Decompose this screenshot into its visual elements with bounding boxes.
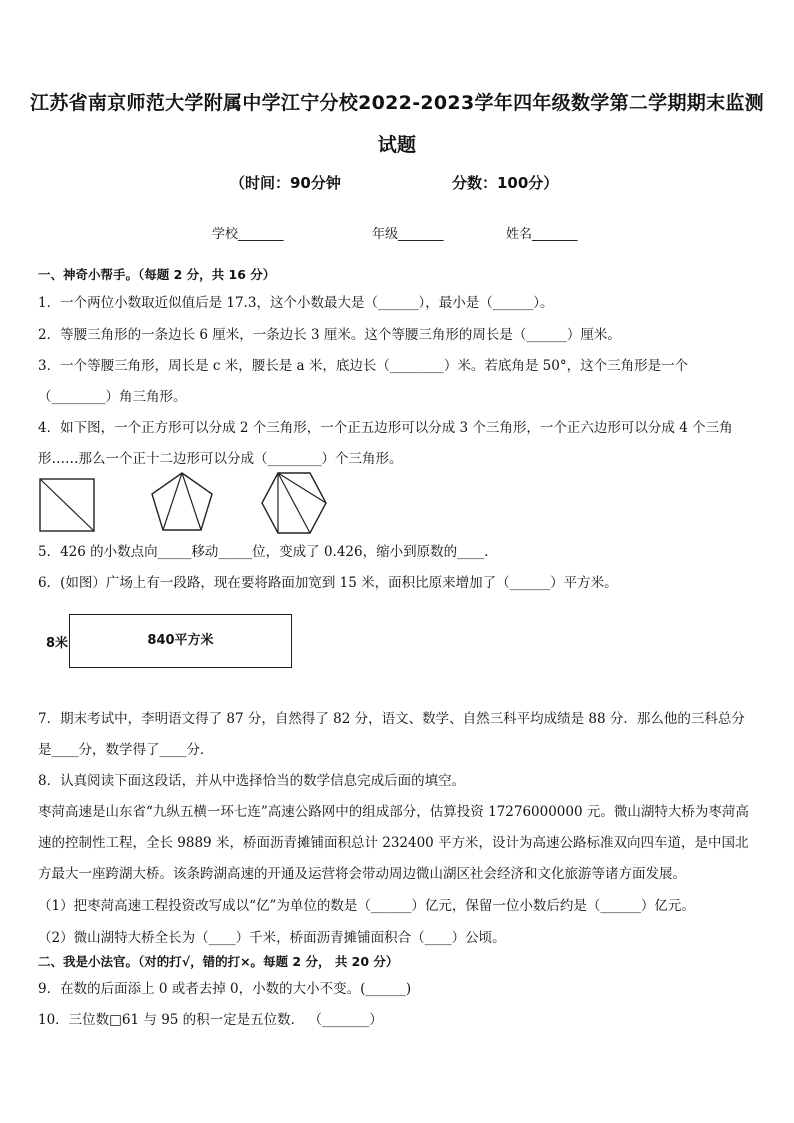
section2-heading: 二、我是小法官。（对的打√，错的打×。每题 2 分， 共 20 分） — [38, 954, 399, 969]
exam-score: 分数：100分） — [452, 174, 559, 192]
grade-field[interactable]: 年级_______ — [372, 227, 444, 242]
exam-meta — [0, 172, 794, 194]
pentagon-figure — [148, 470, 216, 534]
pentagon-diagonal-1 — [163, 473, 182, 530]
question-6: 6．(如图）广场上有一段路，现在要将路面加宽到 15 米，面积比原来增加了（______）平方米。 — [38, 575, 618, 591]
question-8-line3: 速的控制性工程，全长 9889 米，桥面沥青摊铺面积总计 232400 平方米，设计为高速公路标准双向四车道，是中国北 — [38, 835, 749, 851]
question-1: 1．一个两位小数取近似值后是 17.3，这个小数最大是（______），最小是（______）。 — [38, 295, 554, 311]
question-3-line2: （________）角三角形。 — [38, 389, 187, 405]
road-width-label: 8米 — [46, 636, 69, 651]
question-7-line1: 7．期末考试中，李明语文得了 87 分，自然得了 82 分，语文、数学、自然三科平均成绩是 88 分．那么他的三科总分 — [38, 711, 745, 727]
question-5: 5．426 的小数点向_____移动_____位，变成了 0.426，缩小到原数的____. — [38, 544, 489, 560]
question-9: 9．在数的后面添上 0 或者去掉 0，小数的大小不变。(______) — [38, 981, 412, 997]
document-title-line1: 江苏省南京师范大学附属中学江宁分校2022-2023学年四年级数学第二学期期末监测 — [30, 92, 764, 114]
square-diagonal — [40, 479, 94, 531]
question-2: 2．等腰三角形的一条边长 6 厘米，一条边长 3 厘米。这个等腰三角形的周长是（______）厘米。 — [38, 327, 621, 343]
question-8-line4: 方最大一座跨湖大桥。该条跨湖高速的开通及运营将会带动周边微山湖区社会经济和文化旅游等诸方面发展。 — [38, 866, 686, 882]
exam-time: （时间：90分钟 — [230, 174, 341, 192]
section1-heading: 一、神奇小帮手。（每题 2 分，共 16 分） — [38, 267, 276, 282]
road-rectangle — [69, 614, 292, 668]
pentagon-outline — [152, 473, 212, 530]
name-field[interactable]: 姓名_______ — [506, 227, 578, 242]
road-area-label: 840平方米 — [147, 633, 214, 648]
document-title-line2: 试题 — [377, 134, 417, 156]
square-figure — [38, 476, 98, 534]
question-7-line2: 是____分，数学得了____分． — [38, 742, 214, 758]
question-4-line1: 4．如下图，一个正方形可以分成 2 个三角形，一个正五边形可以分成 3 个三角形，一个正六边形可以分成 4 个三角 — [38, 420, 733, 436]
school-field[interactable]: 学校_______ — [212, 227, 284, 242]
question-8-line1: 8．认真阅读下面这段话，并从中选择恰当的数学信息完成后面的填空。 — [38, 773, 466, 789]
question-8-sub2: （2）微山湖特大桥全长为（____）千米，桥面沥青摊铺面积合（____）公顷。 — [38, 930, 506, 946]
hexagon-diagonal-2 — [278, 473, 310, 533]
question-3-line1: 3．一个等腰三角形，周长是 c 米，腰长是 a 米，底边长（________）米。若底角是 50°，这个三角形是一个 — [38, 358, 689, 374]
pentagon-diagonal-2 — [182, 473, 201, 530]
question-10: 10．三位数□61 与 95 的积一定是五位数． （_______） — [38, 1012, 383, 1028]
hexagon-figure — [258, 470, 330, 536]
question-4-line2: 形……那么一个正十二边形可以分成（________）个三角形。 — [38, 451, 403, 467]
question-8-sub1: （1）把枣菏高速工程投资改写成以“亿”为单位的数是（______）亿元，保留一位小数后约是（______）亿元。 — [38, 898, 695, 914]
hexagon-diagonal-1 — [278, 473, 326, 503]
question-8-line2: 枣菏高速是山东省“九纵五横一环七连”高速公路网中的组成部分，估算投资 17276000000 元。微山湖特大桥为枣菏高 — [38, 804, 749, 820]
